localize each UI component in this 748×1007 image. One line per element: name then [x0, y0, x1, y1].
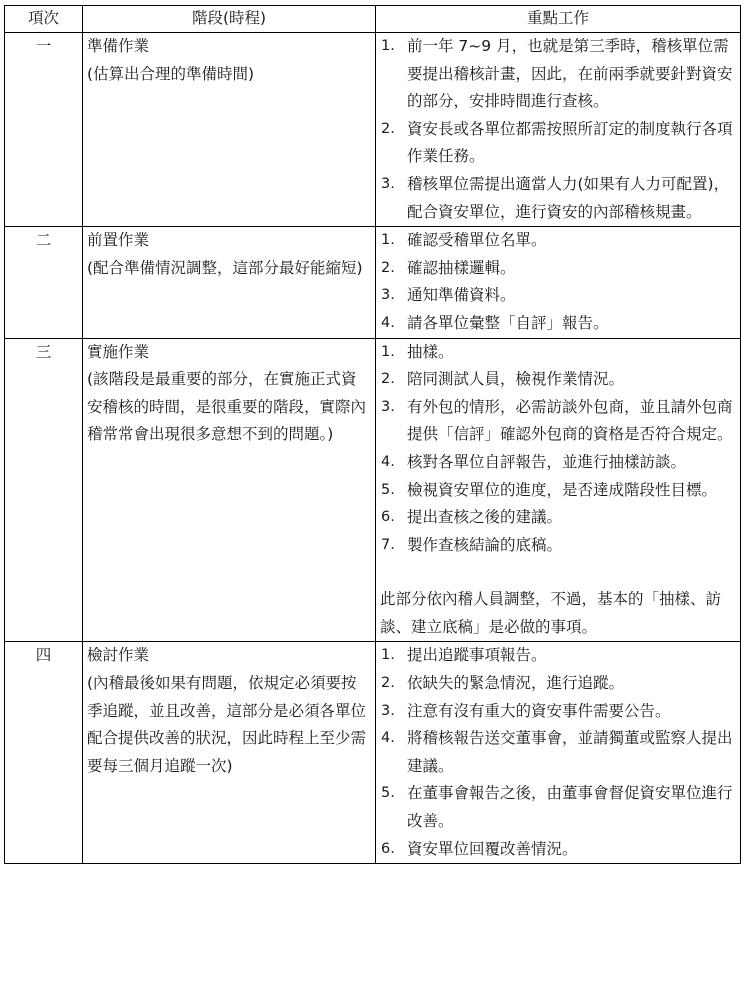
key-work-cell — [376, 642, 741, 864]
task-number: 4. — [381, 730, 395, 747]
task-text: 資安單位回覆改善情況。 — [407, 839, 578, 858]
task-item — [380, 725, 736, 780]
item-number: 四 — [5, 642, 83, 864]
header-item-no: 項次 — [5, 6, 83, 33]
stage-note: (內稽最後如果有問題，依規定必須要按季追蹤，並且改善，這部分是必須各單位配合提供改善的狀況，因此時程上至少需要每三個月追蹤一次) — [87, 674, 367, 775]
task-number: 2. — [381, 259, 395, 276]
task-number: 2. — [381, 371, 395, 388]
task-number: 1. — [381, 343, 395, 360]
task-number: 2. — [381, 675, 395, 692]
stage-title: 準備作業 — [87, 37, 150, 55]
task-text: 注意有沒有重大的資安事件需要公告。 — [407, 701, 671, 720]
task-number: 5. — [381, 481, 395, 498]
task-number: 4. — [381, 453, 395, 470]
audit-schedule-table — [4, 5, 741, 864]
task-item — [380, 532, 736, 560]
table-row — [5, 33, 741, 227]
task-item — [380, 504, 736, 532]
task-item — [380, 255, 736, 283]
task-text: 抽樣。 — [407, 342, 454, 361]
task-text: 將稽核報告送交董事會，並請獨董或監察人提出建議。 — [407, 729, 733, 775]
stage-title: 前置作業 — [87, 231, 150, 250]
stage-note: (配合準備情況調整，這部分最好能縮短) — [87, 258, 363, 277]
table-row — [5, 338, 741, 642]
task-text: 陪同測試人員，檢視作業情況。 — [407, 370, 625, 389]
task-text: 檢視資安單位的進度，是否達成階段性目標。 — [407, 480, 718, 499]
stage-cell — [83, 642, 376, 864]
stage-cell — [83, 227, 376, 338]
task-text: 依缺失的緊急情況，進行追蹤。 — [407, 674, 625, 693]
task-number: 3. — [381, 287, 395, 304]
task-text: 請各單位彙整「自評」報告。 — [407, 313, 609, 332]
task-item — [380, 780, 736, 835]
task-item — [380, 339, 736, 367]
task-item — [380, 670, 736, 698]
key-work-cell — [376, 227, 741, 338]
header-stage: 階段(時程) — [83, 6, 376, 33]
table-row — [5, 227, 741, 338]
task-text: 在董事會報告之後，由董事會督促資安單位進行改善。 — [407, 784, 733, 831]
task-list — [380, 33, 736, 226]
task-text: 核對各單位自評報告，並進行抽樣訪談。 — [407, 452, 687, 471]
task-item — [380, 366, 736, 394]
task-item — [380, 642, 736, 670]
task-item — [380, 282, 736, 310]
task-number: 6. — [381, 509, 395, 526]
task-list — [380, 339, 736, 560]
stage-note: (該階段是最重要的部分，在實施正式資安稽核的時間，是很重要的階段，實際內稽常常會出現很多意想不到的問題。) — [87, 370, 367, 444]
task-item — [380, 227, 736, 255]
task-text: 提出查核之後的建議。 — [407, 508, 563, 527]
header-row — [5, 6, 741, 33]
task-list — [380, 642, 736, 863]
key-work-cell — [376, 33, 741, 227]
task-item — [380, 449, 736, 477]
stage-title: 檢討作業 — [87, 646, 150, 665]
header-key-work: 重點工作 — [376, 6, 741, 33]
task-number: 7. — [381, 536, 395, 553]
task-item — [380, 171, 736, 226]
task-number: 1. — [381, 647, 395, 664]
item-number: 一 — [5, 33, 83, 227]
stage-cell — [83, 33, 376, 227]
task-number: 6. — [381, 840, 395, 857]
task-text: 製作查核結論的底稿。 — [407, 535, 563, 554]
stage-cell — [83, 338, 376, 642]
task-item — [380, 836, 736, 864]
stage-remark: 此部分依內稽人員調整，不過，基本的「抽樣、訪談、建立底稿」是必做的事項。 — [380, 590, 722, 636]
task-item — [380, 33, 736, 116]
stage-note: (估算出合理的準備時間) — [87, 64, 255, 83]
task-text: 有外包的情形，必需訪談外包商，並且請外包商提供「信評」確認外包商的資格是否符合規定。 — [407, 397, 733, 444]
task-item — [380, 394, 736, 449]
task-text: 提出追蹤事項報告。 — [407, 646, 547, 665]
task-number: 3. — [381, 175, 395, 192]
task-item — [380, 698, 736, 726]
task-text: 確認受稽單位名單。 — [407, 231, 547, 250]
task-text: 通知準備資料。 — [407, 286, 516, 305]
task-item — [380, 310, 736, 338]
task-text: 稽核單位需提出適當人力(如果有人力可配置)，配合資安單位，進行資安的內部稽核規畫。 — [407, 174, 730, 221]
task-item — [380, 477, 736, 505]
task-number: 5. — [381, 785, 395, 802]
task-number: 4. — [381, 314, 395, 331]
task-number: 1. — [381, 232, 395, 249]
key-work-cell — [376, 338, 741, 642]
task-number: 3. — [381, 702, 395, 719]
task-text: 確認抽樣邏輯。 — [407, 258, 516, 277]
task-list — [380, 227, 736, 337]
stage-title: 實施作業 — [87, 342, 150, 361]
task-text: 前一年 7~9 月，也就是第三季時，稽核單位需要提出稽核計畫，因此，在前兩季就要針對資安的部分，安排時間進行查核。 — [407, 37, 733, 111]
task-item — [380, 116, 736, 171]
item-number: 三 — [5, 338, 83, 642]
task-text: 資安長或各單位都需按照所訂定的制度執行各項作業任務。 — [407, 119, 733, 166]
item-number: 二 — [5, 227, 83, 338]
table-row — [5, 642, 741, 864]
task-number: 2. — [381, 120, 395, 137]
task-number: 1. — [381, 38, 395, 54]
task-number: 3. — [381, 398, 395, 415]
